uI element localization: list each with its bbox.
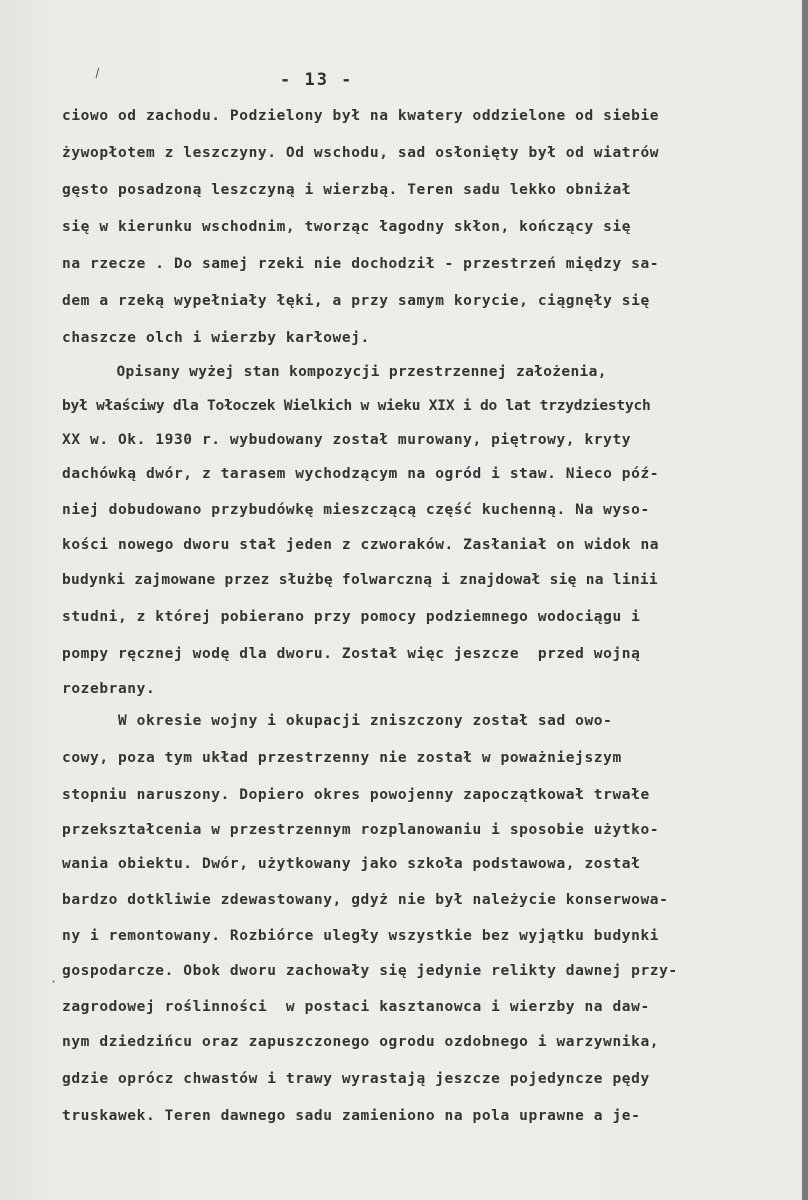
text-line-13: kości nowego dworu stał jeden z czworaków. Zasłaniał on widok na [62,537,660,553]
text-line-11: dachówką dwór, z tarasem wychodzącym na ogród i staw. Nieco póź- [62,466,660,482]
text-line-21: przekształcenia w przestrzennym rozplanowaniu i sposobie użytko- [62,822,660,838]
text-line-4: się w kierunku wschodnim, tworząc łagodny skłon, kończący się [62,219,632,235]
scan-edge [802,0,808,1200]
margin-dot: · [50,975,58,989]
text-line-2: żywopłotem z leszczyny. Od wschodu, sad osłonięty był od wiatrów [62,145,660,161]
text-line-1: ciowo od zachodu. Podzielony był na kwatery oddzielone od siebie [62,108,660,124]
text-line-10: XX w. Ok. 1930 r. wybudowany został murowany, piętrowy, kryty [62,432,632,448]
text-line-24: ny i remontowany. Rozbiórce uległy wszystkie bez wyjątku budynki [62,928,660,944]
text-line-6: dem a rzeką wypełniały łęki, a przy samym korycie, ciągnęły się [62,293,650,309]
text-line-7: chaszcze olch i wierzby karłowej. [62,330,370,346]
text-line-26: zagrodowej roślinności w postaci kasztanowca i wierzby na daw- [62,999,650,1015]
text-line-29: truskawek. Teren dawnego sadu zamieniono na pola uprawne a je- [62,1108,641,1124]
text-line-12: niej dobudowano przybudówkę mieszczącą część kuchenną. Na wyso- [62,502,650,518]
page-number: - 13 - [280,70,354,90]
text-line-23: bardzo dotkliwie zdewastowany, gdyż nie był należycie konserwowa- [62,892,669,908]
text-line-25: gospodarcze. Obok dworu zachowały się jedynie relikty dawnej przy- [62,963,678,979]
text-line-16: pompy ręcznej wodę dla dworu. Został więc jeszcze przed wojną [62,646,641,662]
text-line-8: Opisany wyżej stan kompozycji przestrzennej założenia, [62,364,607,380]
text-line-5: na rzecze . Do samej rzeki nie dochodził - przestrzeń między sa- [62,256,660,272]
text-line-18: W okresie wojny i okupacji zniszczony został sad owo- [62,713,613,729]
text-line-3: gęsto posadzoną leszczyną i wierzbą. Teren sadu lekko obniżał [62,182,632,198]
text-line-22: wania obiektu. Dwór, użytkowany jako szkoła podstawowa, został [62,856,641,872]
text-line-15: studni, z której pobierano przy pomocy podziemnego wodociągu i [62,609,641,625]
text-line-17: rozebrany. [62,681,156,697]
scan-mark: \ [90,65,105,81]
text-line-28: gdzie oprócz chwastów i trawy wyrastają jeszcze pojedyncze pędy [62,1071,650,1087]
text-line-27: nym dziedzińcu oraz zapuszczonego ogrodu ozdobnego i warzywnika, [62,1034,660,1050]
text-line-20: stopniu naruszony. Dopiero okres powojenny zapoczątkował trwałe [62,787,650,803]
text-line-9: był właściwy dla Tołoczek Wielkich w wieku XIX i do lat trzydziestych [62,398,651,414]
text-line-19: cowy, poza tym układ przestrzenny nie został w poważniejszym [62,750,622,766]
text-line-14: budynki zajmowane przez służbę folwarczną i znajdował się na linii [62,572,658,588]
